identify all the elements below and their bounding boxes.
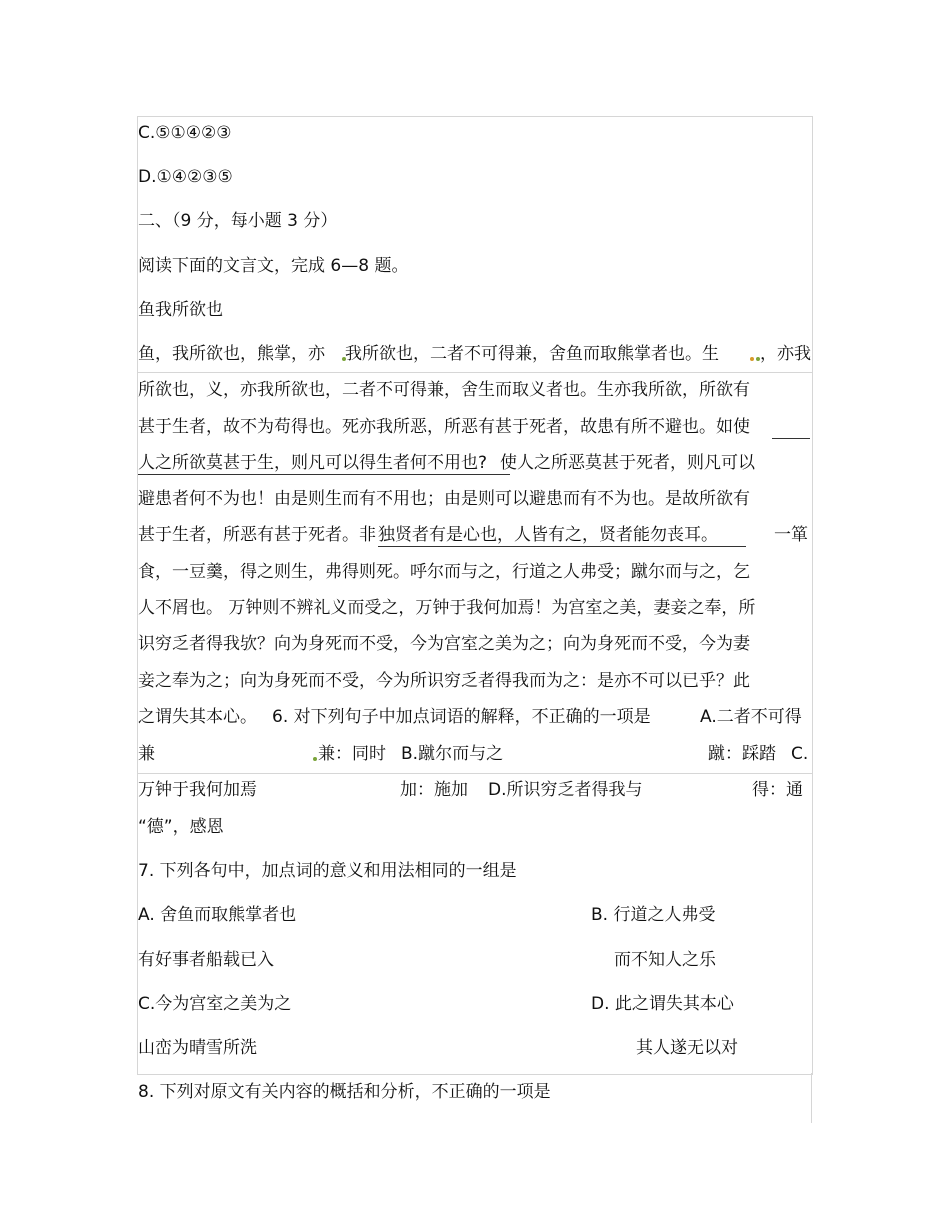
q6-option-c-label: C. — [791, 744, 809, 764]
q6-option-a-expl: 兼：同时 — [318, 744, 386, 764]
passage-line-1b: 我所欲也，二者不可得兼，舍鱼而取熊掌者也。生 — [345, 344, 719, 364]
underline — [772, 438, 810, 439]
passage-line-6c: 一箪 — [774, 525, 808, 545]
q7-stem: 7. 下列各句中，加点词的意义和用法相同的一组是 — [138, 861, 517, 881]
q7-option-c-sentence: 山峦为晴雪所洗 — [138, 1038, 257, 1058]
q7-option-a-sentence: 有好事者船载已入 — [138, 950, 274, 970]
passage-line-9: 识穷乏者得我欤？向为身死而不受，今为宫室之美为之；向为身死而不受，今为妻 — [138, 634, 750, 654]
page-frame-top — [137, 116, 813, 373]
passage-line-11: 之谓失其本心。 — [138, 707, 257, 727]
q7-option-b-sentence: 而不知人之乐 — [614, 950, 716, 970]
q8-stem: 8. 下列对原文有关内容的概括和分析，不正确的一项是 — [138, 1082, 551, 1102]
q6-option-d-expl-cont: “德”，感恩 — [138, 817, 224, 837]
passage-line-1c: ，亦我 — [760, 344, 811, 364]
passage-line-3: 甚于生者，故不为苟得也。死亦我所恶，所恶有甚于死者，故患有所不避也。如使 — [138, 417, 750, 437]
passage-line-8: 人不屑也。 万钟则不辨礼义而受之，万钟于我何加焉！为宫室之美，妻妾之奉，所 — [138, 598, 756, 618]
passage-line-1a: 鱼，我所欲也，熊掌，亦 — [138, 344, 325, 364]
passage-line-6b: 独贤者有是心也，人皆有之，贤者能勿丧耳。 — [378, 525, 718, 545]
emphasis-dot — [750, 357, 754, 361]
q6-option-c-expl: 加：施加 — [400, 780, 468, 800]
q6-option-d: D.所识穷乏者得我与 — [488, 780, 643, 800]
q7-option-a: A. 舍鱼而取熊掌者也 — [138, 905, 297, 925]
emphasis-dot — [313, 757, 317, 761]
option-d: D.①④②③⑤ — [138, 167, 233, 187]
q6-option-b: B.蹴尔而与之 — [401, 744, 504, 764]
passage-line-2: 所欲也，义，亦我所欲也，二者不可得兼，舍生而取义者也。生亦我所欲，所欲有 — [138, 380, 750, 400]
passage-line-4b: 使人之所恶莫甚于死者，则凡可以 — [500, 453, 755, 473]
section-heading: 二、（9 分，每小题 3 分） — [138, 211, 338, 231]
q7-option-d: D. 此之谓失其本心 — [591, 994, 734, 1014]
q7-option-c: C.今为宫室之美为之 — [138, 994, 292, 1014]
passage-line-7: 食，一豆羹，得之则生，弗得则死。呼尔而与之，行道之人弗受；蹴尔而与之，乞 — [138, 562, 750, 582]
option-c: C.⑤①④②③ — [138, 123, 232, 143]
q6-option-a-cont: 兼 — [138, 744, 155, 764]
passage-title: 鱼我所欲也 — [138, 300, 223, 320]
section-instruction: 阅读下面的文言文，完成 6—8 题。 — [138, 256, 409, 276]
underline — [378, 546, 746, 547]
q6-option-b-expl: 蹴：踩踏 — [708, 744, 776, 764]
q6-option-d-expl: 得：通 — [752, 780, 803, 800]
passage-line-6a: 甚于生者，所恶有甚于死者。非 — [138, 525, 376, 545]
q6-option-c: 万钟于我何加焉 — [138, 780, 257, 800]
passage-line-4a: 人之所欲莫甚于生，则凡可以得生者何不用也? — [138, 453, 488, 473]
q7-option-d-sentence: 其人遂无以对 — [636, 1038, 738, 1058]
q7-option-b: B. 行道之人弗受 — [591, 905, 716, 925]
q6-option-a: A.二者不可得 — [700, 707, 802, 727]
underline — [138, 474, 510, 475]
passage-line-5: 避患者何不为也！由是则生而有不用也；由是则可以避患而有不为也。是故所欲有 — [138, 489, 750, 509]
q6-stem: 6. 对下列句子中加点词语的解释，不正确的一项是 — [272, 707, 651, 727]
passage-line-10: 妾之奉为之；向为身死而不受，今为所识穷乏者得我而为之：是亦不可以已乎？此 — [138, 671, 750, 691]
